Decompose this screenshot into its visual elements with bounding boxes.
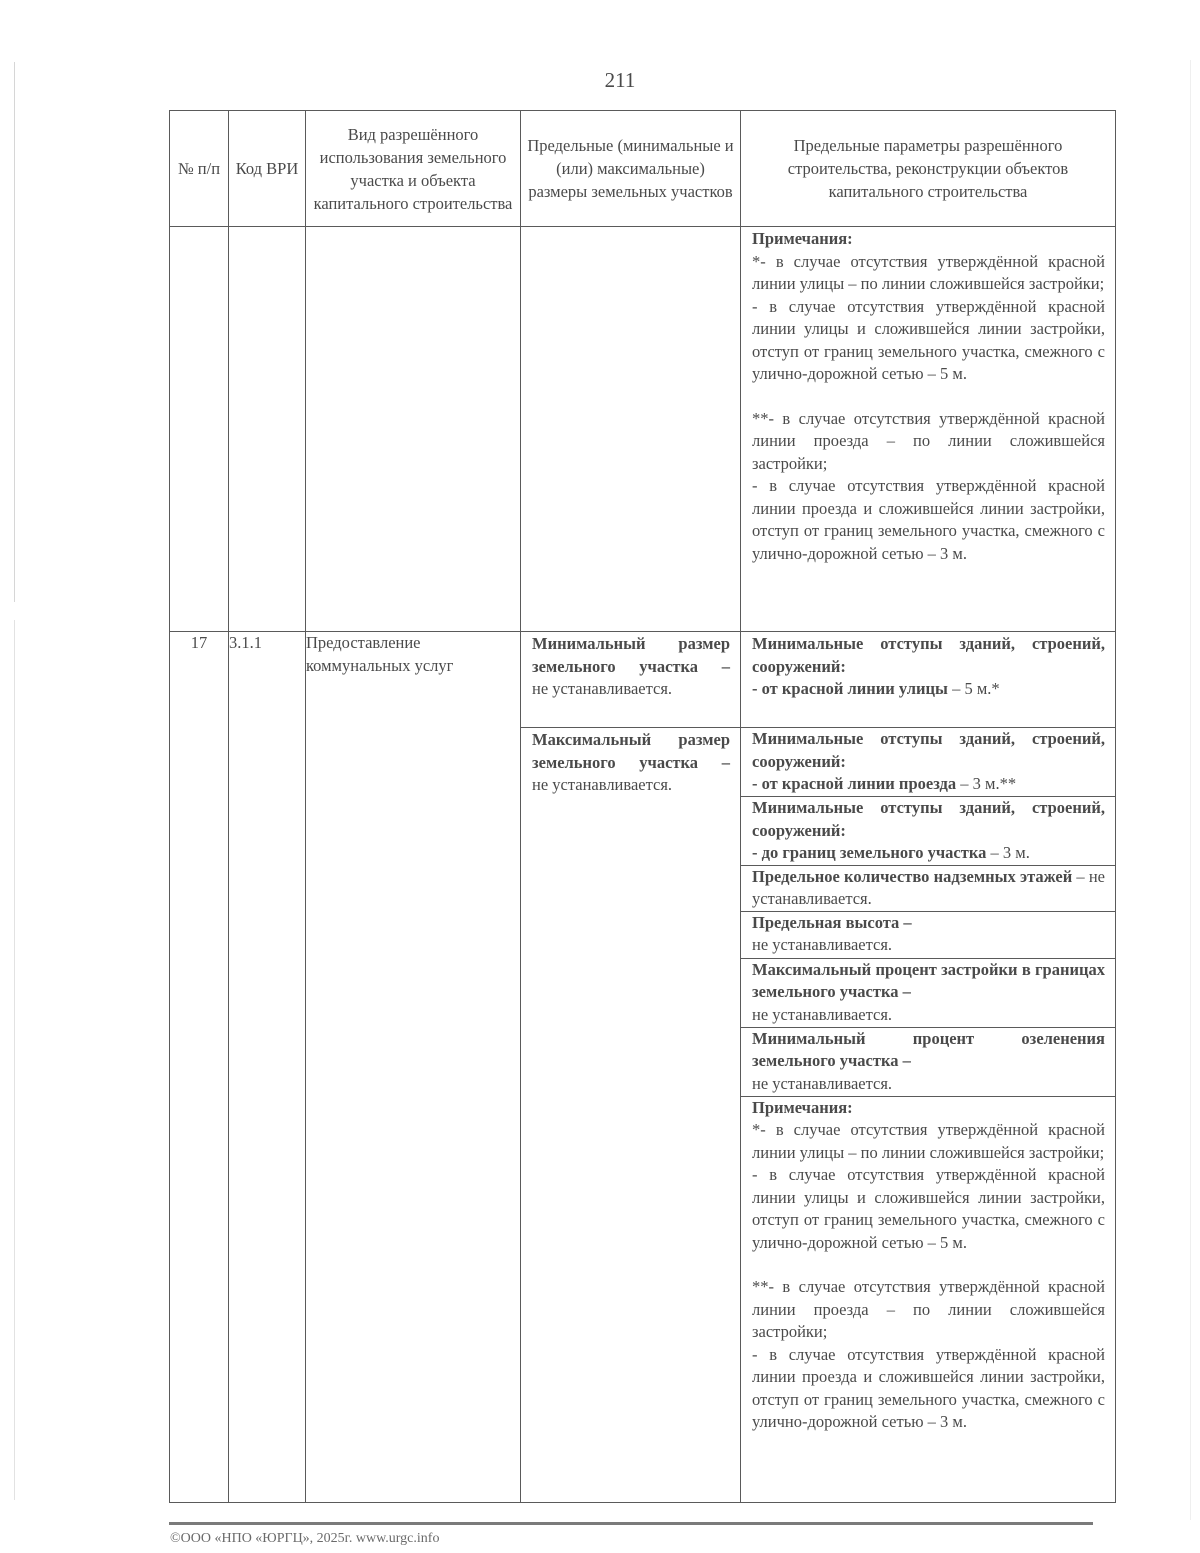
row-17-notes <box>741 1096 1115 1502</box>
cont-num-cell <box>170 227 229 632</box>
param-1-line: - от красной линии улицы – 5 м.* <box>752 679 1000 698</box>
cont-note-1: *- в случае отсутствия утверждённой красной линии улицы – по линии сложившейся застройки; <box>752 251 1105 293</box>
scan-edge-left <box>14 62 15 602</box>
scan-edge-left-lower <box>14 620 15 1500</box>
param-4: Предельное количество надземных этажей – не устанавливается. <box>741 865 1115 911</box>
cont-notes-title: Примечания: <box>752 229 853 248</box>
header-size: Предельные (минимальные и (или) максимальные) размеры земельных участков <box>521 111 741 227</box>
max-size-label: Максимальный размер земельного участка – <box>532 730 730 772</box>
regulations-table <box>169 110 1116 1503</box>
note-1: *- в случае отсутствия утверждённой красной линии улицы – по линии сложившейся застройки; <box>752 1120 1105 1162</box>
blank-line <box>752 1254 1105 1276</box>
cont-use-cell <box>306 227 521 632</box>
param-1-label: Минимальные отступы зданий, строений, сооружений: <box>752 634 1105 676</box>
cont-notes-cell <box>741 227 1116 632</box>
param-7: Минимальный процент озеленения земельного участка – не устанавливается. <box>741 1027 1115 1096</box>
header-params: Предельные параметры разрешённого строительства, реконструкции объектов капитального строительства <box>741 111 1116 227</box>
row-17-max-size <box>521 728 741 1503</box>
header-code: Код ВРИ <box>229 111 306 227</box>
row-17-code: 3.1.1 <box>229 632 306 1503</box>
row-17-min-size <box>521 632 741 728</box>
row-17-num: 17 <box>170 632 229 1503</box>
row-17-param-1 <box>741 632 1116 728</box>
param-6: Максимальный процент застройки в границах земельного участка – не устанавливается. <box>741 958 1115 1027</box>
header-num: № п/п <box>170 111 229 227</box>
table-row-continuation <box>170 227 1116 632</box>
min-size-value: не устанавливается. <box>532 679 673 698</box>
cont-code-cell <box>229 227 306 632</box>
notes-title: Примечания: <box>752 1097 853 1117</box>
param-5: Предельная высота – не устанавливается. <box>741 911 1115 958</box>
blank-line <box>752 386 1105 408</box>
param-3: Минимальные отступы зданий, строений, сооружений: - до границ земельного участка – 3 м. <box>741 797 1115 866</box>
min-size-label: Минимальный размер земельного участка – <box>532 634 730 676</box>
table-header-row <box>170 111 1116 227</box>
cont-note-3: **- в случае отсутствия утверждённой красной линии проезда – по линии сложившейся застройки; <box>752 408 1105 473</box>
footer-rule <box>169 1522 1093 1525</box>
max-size-value: не устанавливается. <box>532 775 673 794</box>
header-use: Вид разрешённого использования земельного участка и объекта капитального строительства <box>306 111 521 227</box>
cont-note-2: - в случае отсутствия утверждённой красной линии улицы и сложившейся линии застройки, отступ от границ земельного участка, смежного с улично-дорожной сетью – 5 м. <box>752 296 1105 383</box>
cont-size-cell <box>521 227 741 632</box>
page-number: 211 <box>604 68 636 92</box>
param-2: Минимальные отступы зданий, строений, сооружений: - от красной линии проезда – 3 м.** <box>741 728 1115 797</box>
params-subtable <box>741 728 1115 1502</box>
row-17-use: Предоставление коммунальных услуг <box>306 632 521 1503</box>
row-17-params <box>741 728 1116 1503</box>
cont-note-4: - в случае отсутствия утверждённой красной линии проезда и сложившейся линии застройки, отступ от границ земельного участка, смежного с улично-дорожной сетью – 3 м. <box>752 476 1105 563</box>
note-3: **- в случае отсутствия утверждённой красной линии проезда – по линии сложившейся застройки; <box>752 1277 1105 1341</box>
scan-edge-right <box>1190 60 1191 1520</box>
note-4: - в случае отсутствия утверждённой красной линии проезда и сложившейся линии застройки, отступ от границ земельного участка, смежного с улично-дорожной сетью – 3 м. <box>752 1344 1105 1431</box>
table-row-17a <box>170 632 1116 728</box>
note-2: - в случае отсутствия утверждённой красной линии улицы и сложившейся линии застройки, отступ от границ земельного участка, смежного с улично-дорожной сетью – 5 м. <box>752 1165 1105 1252</box>
footer-text: ©ООО «НПО «ЮРГЦ», 2025г. www.urgc.info <box>170 1531 440 1546</box>
